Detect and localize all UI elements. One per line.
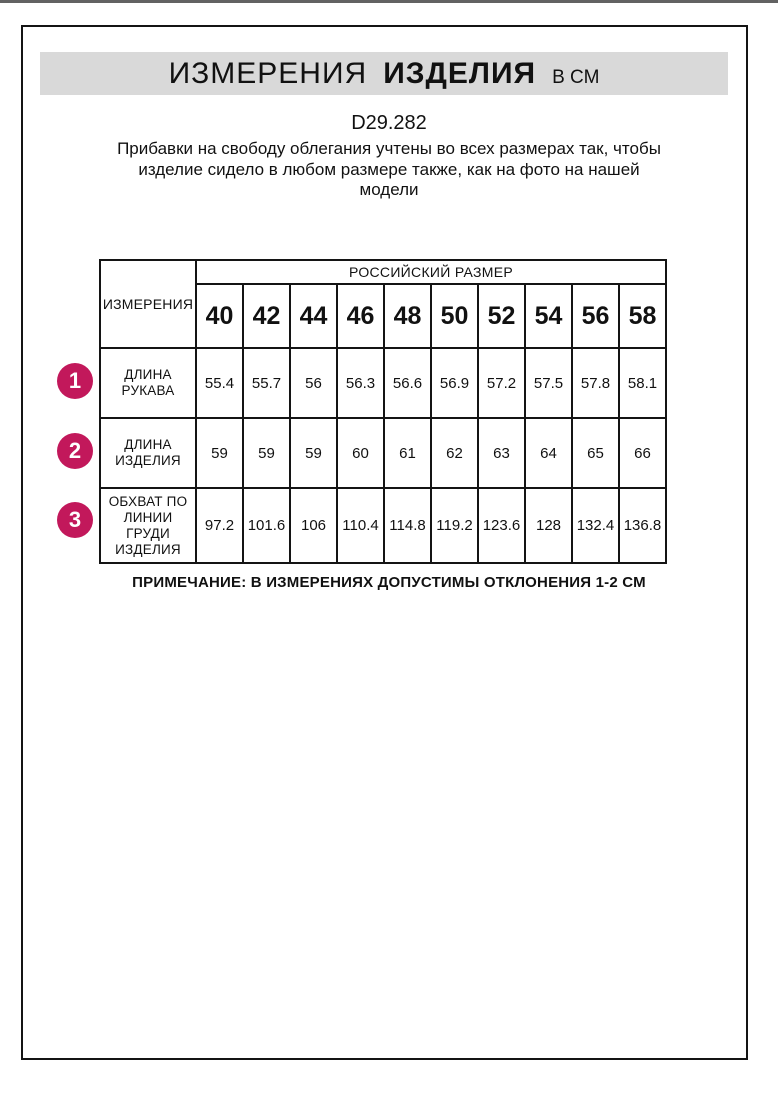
value-cell: 61 <box>384 418 431 488</box>
value-cell: 97.2 <box>196 488 243 563</box>
value-cell: 55.7 <box>243 348 290 418</box>
corner-header-cell: ИЗМЕРЕНИЯ <box>100 260 196 348</box>
row-label-cell: ДЛИНА ИЗДЕЛИЯ <box>100 418 196 488</box>
size-header-cell: 46 <box>337 284 384 348</box>
value-cell: 101.6 <box>243 488 290 563</box>
size-header-cell: 50 <box>431 284 478 348</box>
value-cell: 65 <box>572 418 619 488</box>
value-cell: 59 <box>290 418 337 488</box>
value-cell: 123.6 <box>478 488 525 563</box>
fit-description-line: модели <box>359 180 419 199</box>
row-marker-1: 1 <box>57 363 93 399</box>
row-marker-2: 2 <box>57 433 93 469</box>
value-cell: 66 <box>619 418 666 488</box>
scan-artifact-line <box>0 0 778 3</box>
value-cell: 62 <box>431 418 478 488</box>
value-cell: 110.4 <box>337 488 384 563</box>
value-cell: 56.6 <box>384 348 431 418</box>
value-cell: 119.2 <box>431 488 478 563</box>
value-cell: 56.3 <box>337 348 384 418</box>
size-header-cell: 44 <box>290 284 337 348</box>
value-cell: 114.8 <box>384 488 431 563</box>
value-cell: 56 <box>290 348 337 418</box>
page-title-word-product: ИЗДЕЛИЯ <box>383 57 537 90</box>
value-cell: 57.2 <box>478 348 525 418</box>
title-bar <box>40 52 728 95</box>
table-row-group-header <box>100 260 666 284</box>
size-header-cell: 56 <box>572 284 619 348</box>
value-cell: 63 <box>478 418 525 488</box>
table-row-sleeve-length <box>100 348 666 418</box>
table-row-item-length <box>100 418 666 488</box>
page-title-unit: В СМ <box>552 67 600 88</box>
size-header-cell: 52 <box>478 284 525 348</box>
size-header-cell: 58 <box>619 284 666 348</box>
value-cell: 59 <box>196 418 243 488</box>
value-cell: 56.9 <box>431 348 478 418</box>
value-cell: 55.4 <box>196 348 243 418</box>
value-cell: 106 <box>290 488 337 563</box>
value-cell: 132.4 <box>572 488 619 563</box>
size-header-cell: 40 <box>196 284 243 348</box>
value-cell: 57.5 <box>525 348 572 418</box>
value-cell: 59 <box>243 418 290 488</box>
value-cell: 64 <box>525 418 572 488</box>
value-cell: 60 <box>337 418 384 488</box>
value-cell: 57.8 <box>572 348 619 418</box>
value-cell: 136.8 <box>619 488 666 563</box>
table-row-chest-girth <box>100 488 666 563</box>
tolerance-note: ПРИМЕЧАНИЕ: В ИЗМЕРЕНИЯХ ДОПУСТИМЫ ОТКЛОНЕНИЯ 1-2 СМ <box>132 574 646 591</box>
value-cell: 58.1 <box>619 348 666 418</box>
row-marker-3: 3 <box>57 502 93 538</box>
page-title-word-measurements: ИЗМЕРЕНИЯ <box>168 57 368 90</box>
size-header-cell: 48 <box>384 284 431 348</box>
row-label-cell: ДЛИНА РУКАВА <box>100 348 196 418</box>
fit-description-line: Прибавки на свободу облегания учтены во всех размерах так, чтобы <box>117 139 661 158</box>
fit-description <box>79 139 699 201</box>
size-group-header-cell: РОССИЙСКИЙ РАЗМЕР <box>196 260 666 284</box>
model-code: D29.282 <box>351 112 427 134</box>
size-header-cell: 42 <box>243 284 290 348</box>
measurements-table <box>99 259 667 564</box>
value-cell: 128 <box>525 488 572 563</box>
size-header-cell: 54 <box>525 284 572 348</box>
row-label-cell: ОБХВАТ ПО ЛИНИИ ГРУДИ ИЗДЕЛИЯ <box>100 488 196 563</box>
fit-description-line: изделие сидело в любом размере также, как на фото на нашей <box>138 159 640 179</box>
